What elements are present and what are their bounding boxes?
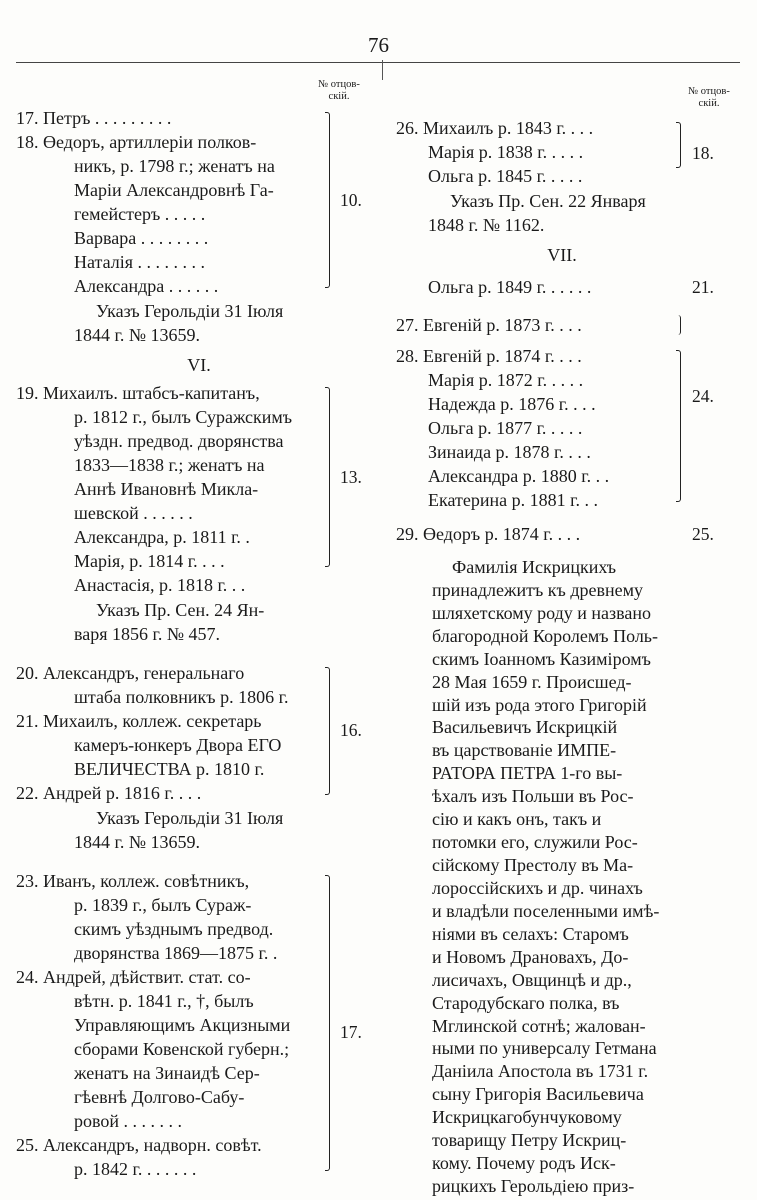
paragraph-line: Васильевичъ Искрицкій	[432, 717, 618, 738]
text-line: никъ, р. 1798 г.; женатъ на	[74, 156, 275, 176]
decree-line: Указъ Пр. Сен. 22 Января	[450, 191, 646, 211]
bracket	[325, 387, 330, 567]
decree-line: 1848 г. № 1162.	[428, 215, 545, 235]
text-line: Маріи Александровнѣ Га-	[74, 180, 274, 200]
text-line: женатъ на Зинаидѣ Сер-	[74, 1063, 260, 1083]
text-line: Варвара . . . . . . . .	[74, 228, 209, 248]
text-line: р. 1839 г., былъ Сураж-	[74, 895, 252, 915]
paragraph-line: рицкихъ Герольдіею приз-	[432, 1176, 635, 1196]
text-line: ВЕЛИЧЕСТВА р. 1810 г.	[74, 759, 265, 779]
father-number: 25.	[692, 524, 714, 544]
entry-18: 18. Өедоръ, артиллеріи полков-	[16, 132, 257, 152]
paragraph-line: скимъ Іоанномъ Казиміромъ	[432, 648, 651, 669]
text-line: сборами Ковенской губерн.;	[74, 1039, 290, 1059]
text-line: Александра . . . . . .	[74, 276, 219, 296]
text-line: Марія р. 1838 г. . . . .	[428, 142, 584, 162]
father-number: 17.	[340, 1022, 362, 1042]
text-line: Екатерина р. 1881 г. . .	[428, 490, 598, 510]
paragraph-line: потомки его, служили Рос-	[432, 832, 638, 853]
decree-line: Указъ Герольдіи 31 Іюля	[96, 808, 284, 828]
text-line: камеръ-юнкеръ Двора ЕГО	[74, 735, 282, 755]
bracket	[325, 112, 330, 288]
paragraph-line: принадлежитъ къ древнему	[432, 579, 643, 600]
text-line: ровой . . . . . . .	[74, 1111, 183, 1131]
paragraph-line: Искрицкагобунчуковому	[432, 1107, 622, 1128]
left-header-line1: № отцов-	[318, 79, 360, 90]
paragraph-line: 28 Мая 1659 г. Происшед-	[432, 671, 632, 692]
text-line: дворянства 1869—1875 г. .	[74, 943, 278, 963]
text-line: Аннѣ Ивановнѣ Микла-	[74, 479, 259, 499]
paragraph-line: Стародубскаго полка, въ	[432, 992, 620, 1013]
father-number: 10.	[340, 190, 362, 210]
paragraph-line: сію и какъ онъ, такъ и	[432, 809, 602, 830]
text-line: Александра, р. 1811 г. .	[74, 527, 250, 547]
bracket	[676, 350, 681, 502]
entry-20: 20. Александръ, генеральнаго	[16, 663, 245, 683]
paragraph-line: лороссійскихъ и др. чинахъ	[432, 877, 643, 898]
text-line: шевской . . . . . .	[74, 503, 193, 523]
entry-25: 25. Александръ, надворн. совѣт.	[16, 1135, 262, 1155]
father-number: 13.	[340, 467, 362, 487]
entry-28: 28. Евгеній р. 1874 г. . . .	[396, 346, 582, 366]
section-heading-vi: VI.	[187, 355, 211, 375]
paragraph-line: РАТОРА ПЕТРА 1-го вы-	[432, 763, 623, 784]
right-header-line1: № отцов-	[688, 86, 730, 97]
page-number: 76	[368, 33, 389, 57]
father-number: 16.	[340, 720, 362, 740]
paragraph-line: сыну Григорія Васильевича	[432, 1084, 644, 1105]
bracket	[325, 875, 330, 1171]
paragraph-line: и Новомъ Драновахъ, До-	[432, 946, 629, 967]
entry-29: 29. Өедоръ р. 1874 г. . . .	[396, 524, 581, 544]
text-line: вѣтн. р. 1841 г., †, былъ	[74, 991, 254, 1011]
decree-line: Указъ Пр. Сен. 24 Ян-	[96, 600, 265, 620]
text-line: уѣздн. предвод. дворянства	[74, 431, 284, 451]
text-line: скимъ уѣзднымъ предвод.	[74, 919, 274, 939]
paragraph-line: кому. Почему родъ Иск-	[432, 1153, 616, 1174]
paragraph-line: ѣхалъ изъ Польши въ Рос-	[432, 786, 634, 807]
text-line: Марія, р. 1814 г. . . .	[74, 551, 225, 571]
left-column-header	[314, 79, 364, 103]
entry-17: 17. Петръ . . . . . . . . .	[16, 108, 172, 128]
paragraph-line: Фамилія Искрицкихъ	[452, 557, 616, 577]
decree-line: 1844 г. № 13659.	[74, 832, 201, 852]
decree-line: варя 1856 г. № 457.	[74, 624, 221, 644]
father-number: 21.	[692, 277, 714, 297]
entry-23: 23. Иванъ, коллеж. совѣтникъ,	[16, 871, 250, 891]
text-line: Ольга р. 1845 г. . . . .	[428, 166, 583, 186]
text-line: Ольга р. 1849 г. . . . . .	[428, 277, 592, 297]
header-rule	[16, 62, 740, 63]
entry-27: 27. Евгеній р. 1873 г. . . .	[396, 315, 582, 335]
left-header-line2: скій.	[328, 91, 350, 102]
entry-24: 24. Андрей, дѣйствит. стат. со-	[16, 967, 251, 987]
column-divider	[382, 60, 383, 80]
bracket	[676, 122, 681, 168]
decree-line: Указъ Герольдіи 31 Іюля	[96, 301, 284, 321]
paragraph-line: лисичахъ, Овщинцѣ и др.,	[432, 969, 632, 990]
bracket	[325, 667, 330, 795]
text-line: Анастасія, р. 1818 г. . .	[74, 575, 246, 595]
entry-26: 26. Михаилъ р. 1843 г. . . .	[396, 118, 594, 138]
paragraph-line: товарищу Петру Искриц-	[432, 1130, 627, 1151]
paragraph-line: ными по универсалу Гетмана	[432, 1038, 657, 1059]
paragraph-line: благородной Королемъ Поль-	[432, 625, 659, 646]
section-heading-vii: VII.	[547, 245, 577, 265]
text-line: Марія р. 1872 г. . . . .	[428, 370, 584, 390]
paragraph-line: въ царствованіе ИМПЕ-	[432, 740, 617, 761]
text-line: Зинаида р. 1878 г. . . .	[428, 442, 591, 462]
paragraph-line: ніями въ селахъ: Старомъ	[432, 923, 629, 944]
text-line: гемейстеръ . . . . .	[74, 204, 206, 224]
text-line: гѣевнѣ Долгово-Сабу-	[74, 1087, 245, 1107]
entry-19: 19. Михаилъ. штабсъ-капитанъ,	[16, 383, 260, 403]
right-column-header	[684, 86, 734, 110]
text-line: Ольга р. 1877 г. . . . .	[428, 418, 583, 438]
text-line: р. 1842 г. . . . . . .	[74, 1159, 197, 1179]
bracket	[676, 315, 681, 335]
father-number: 18.	[692, 143, 714, 163]
text-line: Управляющимъ Акцизными	[74, 1015, 291, 1035]
paragraph-line: Мглинской сотнѣ; жалован-	[432, 1015, 646, 1036]
paragraph-line: и владѣли поселенными имѣ-	[432, 900, 660, 921]
right-header-line2: скій.	[698, 98, 720, 109]
text-line: Александра р. 1880 г. . .	[428, 466, 610, 486]
text-line: 1833—1838 г.; женатъ на	[74, 455, 265, 475]
text-line: Наталія . . . . . . . .	[74, 252, 206, 272]
paragraph-line: шляхетскому роду и названо	[432, 602, 652, 623]
text-line: штаба полковникъ р. 1806 г.	[74, 687, 289, 707]
decree-line: 1844 г. № 13659.	[74, 325, 201, 345]
entry-22: 22. Андрей р. 1816 г. . . .	[16, 783, 202, 803]
text-line: Надежда р. 1876 г. . . .	[428, 394, 596, 414]
text-line: р. 1812 г., былъ Суражскимъ	[74, 407, 293, 427]
paragraph-line: шій изъ рода этого Григорій	[432, 694, 647, 715]
paragraph-line: сійскому Престолу въ Ма-	[432, 855, 634, 876]
father-number: 24.	[692, 386, 714, 406]
entry-21: 21. Михаилъ, коллеж. секретарь	[16, 711, 262, 731]
paragraph-line: Даніила Апостола въ 1731 г.	[432, 1061, 649, 1082]
